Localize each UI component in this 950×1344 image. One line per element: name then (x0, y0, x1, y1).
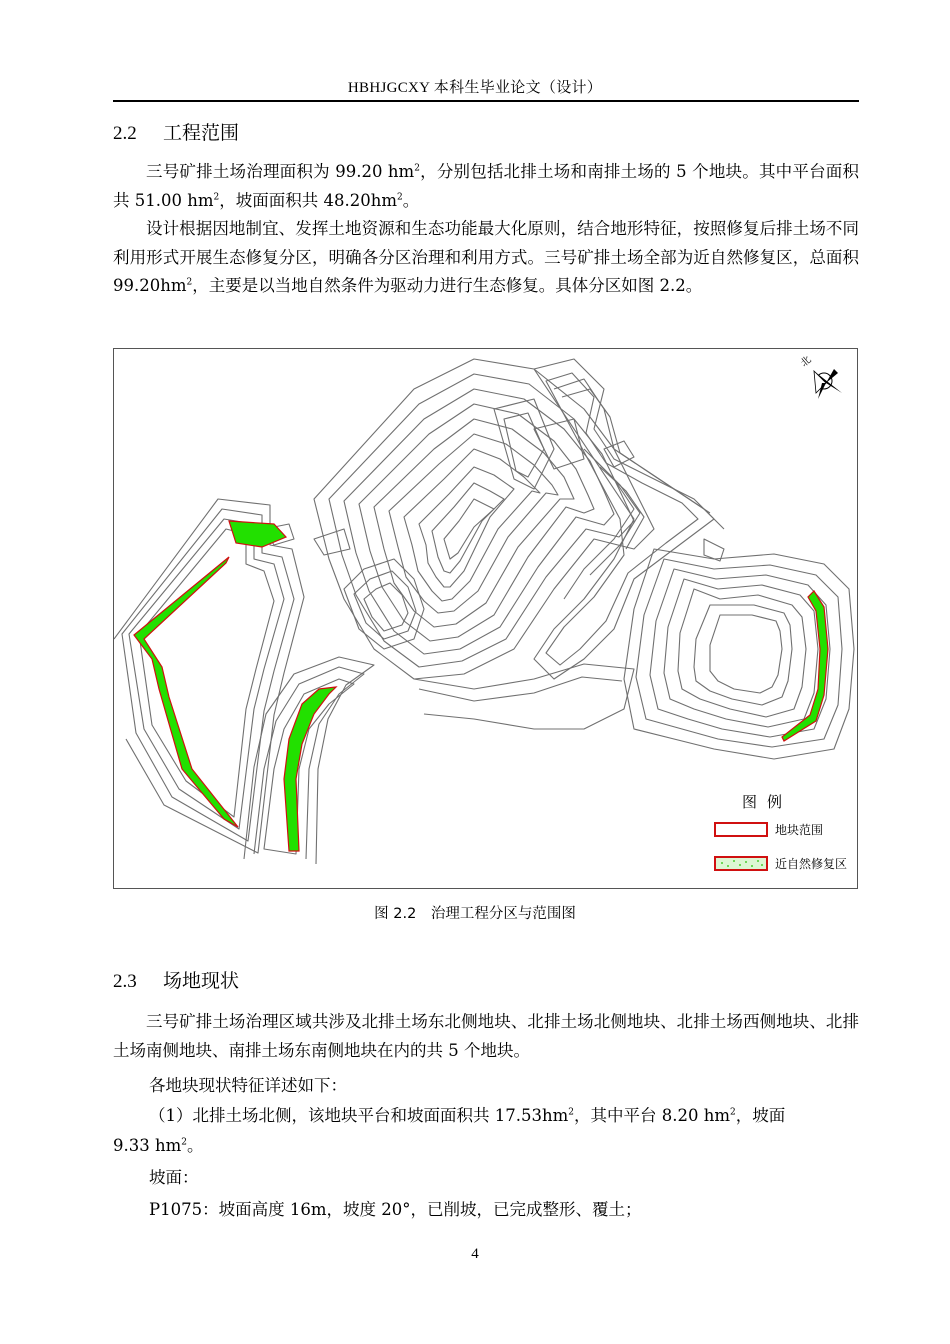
section-number: 2.2 (113, 123, 137, 144)
legend (715, 793, 847, 871)
legend-swatch-restore (715, 857, 767, 870)
figure-caption: 图 2.2 治理工程分区与范围图 (374, 906, 576, 922)
running-header: HBHJGCXY 本科生毕业论文（设计） (347, 80, 603, 96)
restore-zone-southwest (284, 687, 336, 851)
paragraph: 三号矿排土场治理区域共涉及北排土场东北侧地块、北排土场北侧地块、北排土场西侧地块、北排土场南侧地块、南排土场东南侧地块在内的共 5 个地块。 (113, 1012, 859, 1060)
header-divider (113, 100, 859, 102)
legend-item-restore: 近自然修复区 (775, 857, 848, 871)
restore-zone-north (229, 521, 286, 547)
restore-zone-west (134, 557, 238, 827)
restore-zone-east (782, 591, 828, 741)
section-2-3-heading (113, 966, 239, 993)
section-title: 场地现状 (163, 970, 240, 992)
paragraph-continuation: 9.33 $hm^2$。 (113, 1136, 204, 1155)
restore-zones (134, 521, 828, 851)
zoning-map (114, 349, 857, 888)
section-number: 2.3 (113, 971, 137, 992)
legend-swatch-boundary (715, 823, 767, 836)
paragraph: 各地块现状特征详述如下： (149, 1076, 347, 1095)
terrain-contours (114, 359, 854, 864)
paragraph: （1）北排土场北侧，该地块平台和坡面面积共 $17.53hm^2$，其中平台 8.20 $hm^2$，坡面 (149, 1106, 786, 1125)
page-number: 4 (471, 1246, 479, 1262)
legend-title: 图例 (742, 793, 793, 811)
legend-item-boundary: 地块范围 (775, 823, 824, 837)
north-label: 北 (798, 354, 814, 370)
paragraph: 设计根据因地制宜、发挥土地资源和生态功能最大化原则，结合地形特征，按照修复后排土场不同利用形式开展生态修复分区，明确各分区治理和利用方式。三号矿排土场全部为近自然修复区，总面积 $99.20hm^2$，主要是以当地自然条件为驱动力进行生态修复。具体分区如图 2.2。 (113, 219, 859, 295)
section-title: 工程范围 (163, 122, 240, 144)
section-2-2-body (113, 158, 859, 301)
figure-map-frame (113, 348, 858, 889)
paragraph: 坡面： (149, 1168, 199, 1187)
section-2-2-heading (113, 118, 239, 145)
north-arrow-icon (798, 354, 842, 399)
paragraph: P1075：坡面高度 16m，坡度 20°，已削坡，已完成整形、覆土； (149, 1200, 642, 1219)
paragraph: 三号矿排土场治理面积为 99.20 $hm^2$，分别包括北排土场和南排土场的 5 个地块。其中平台面积共 51.00 $hm^2$，坡面面积共 $48.20hm^2$。 (113, 162, 859, 210)
section-2-3-intro (113, 1008, 859, 1065)
